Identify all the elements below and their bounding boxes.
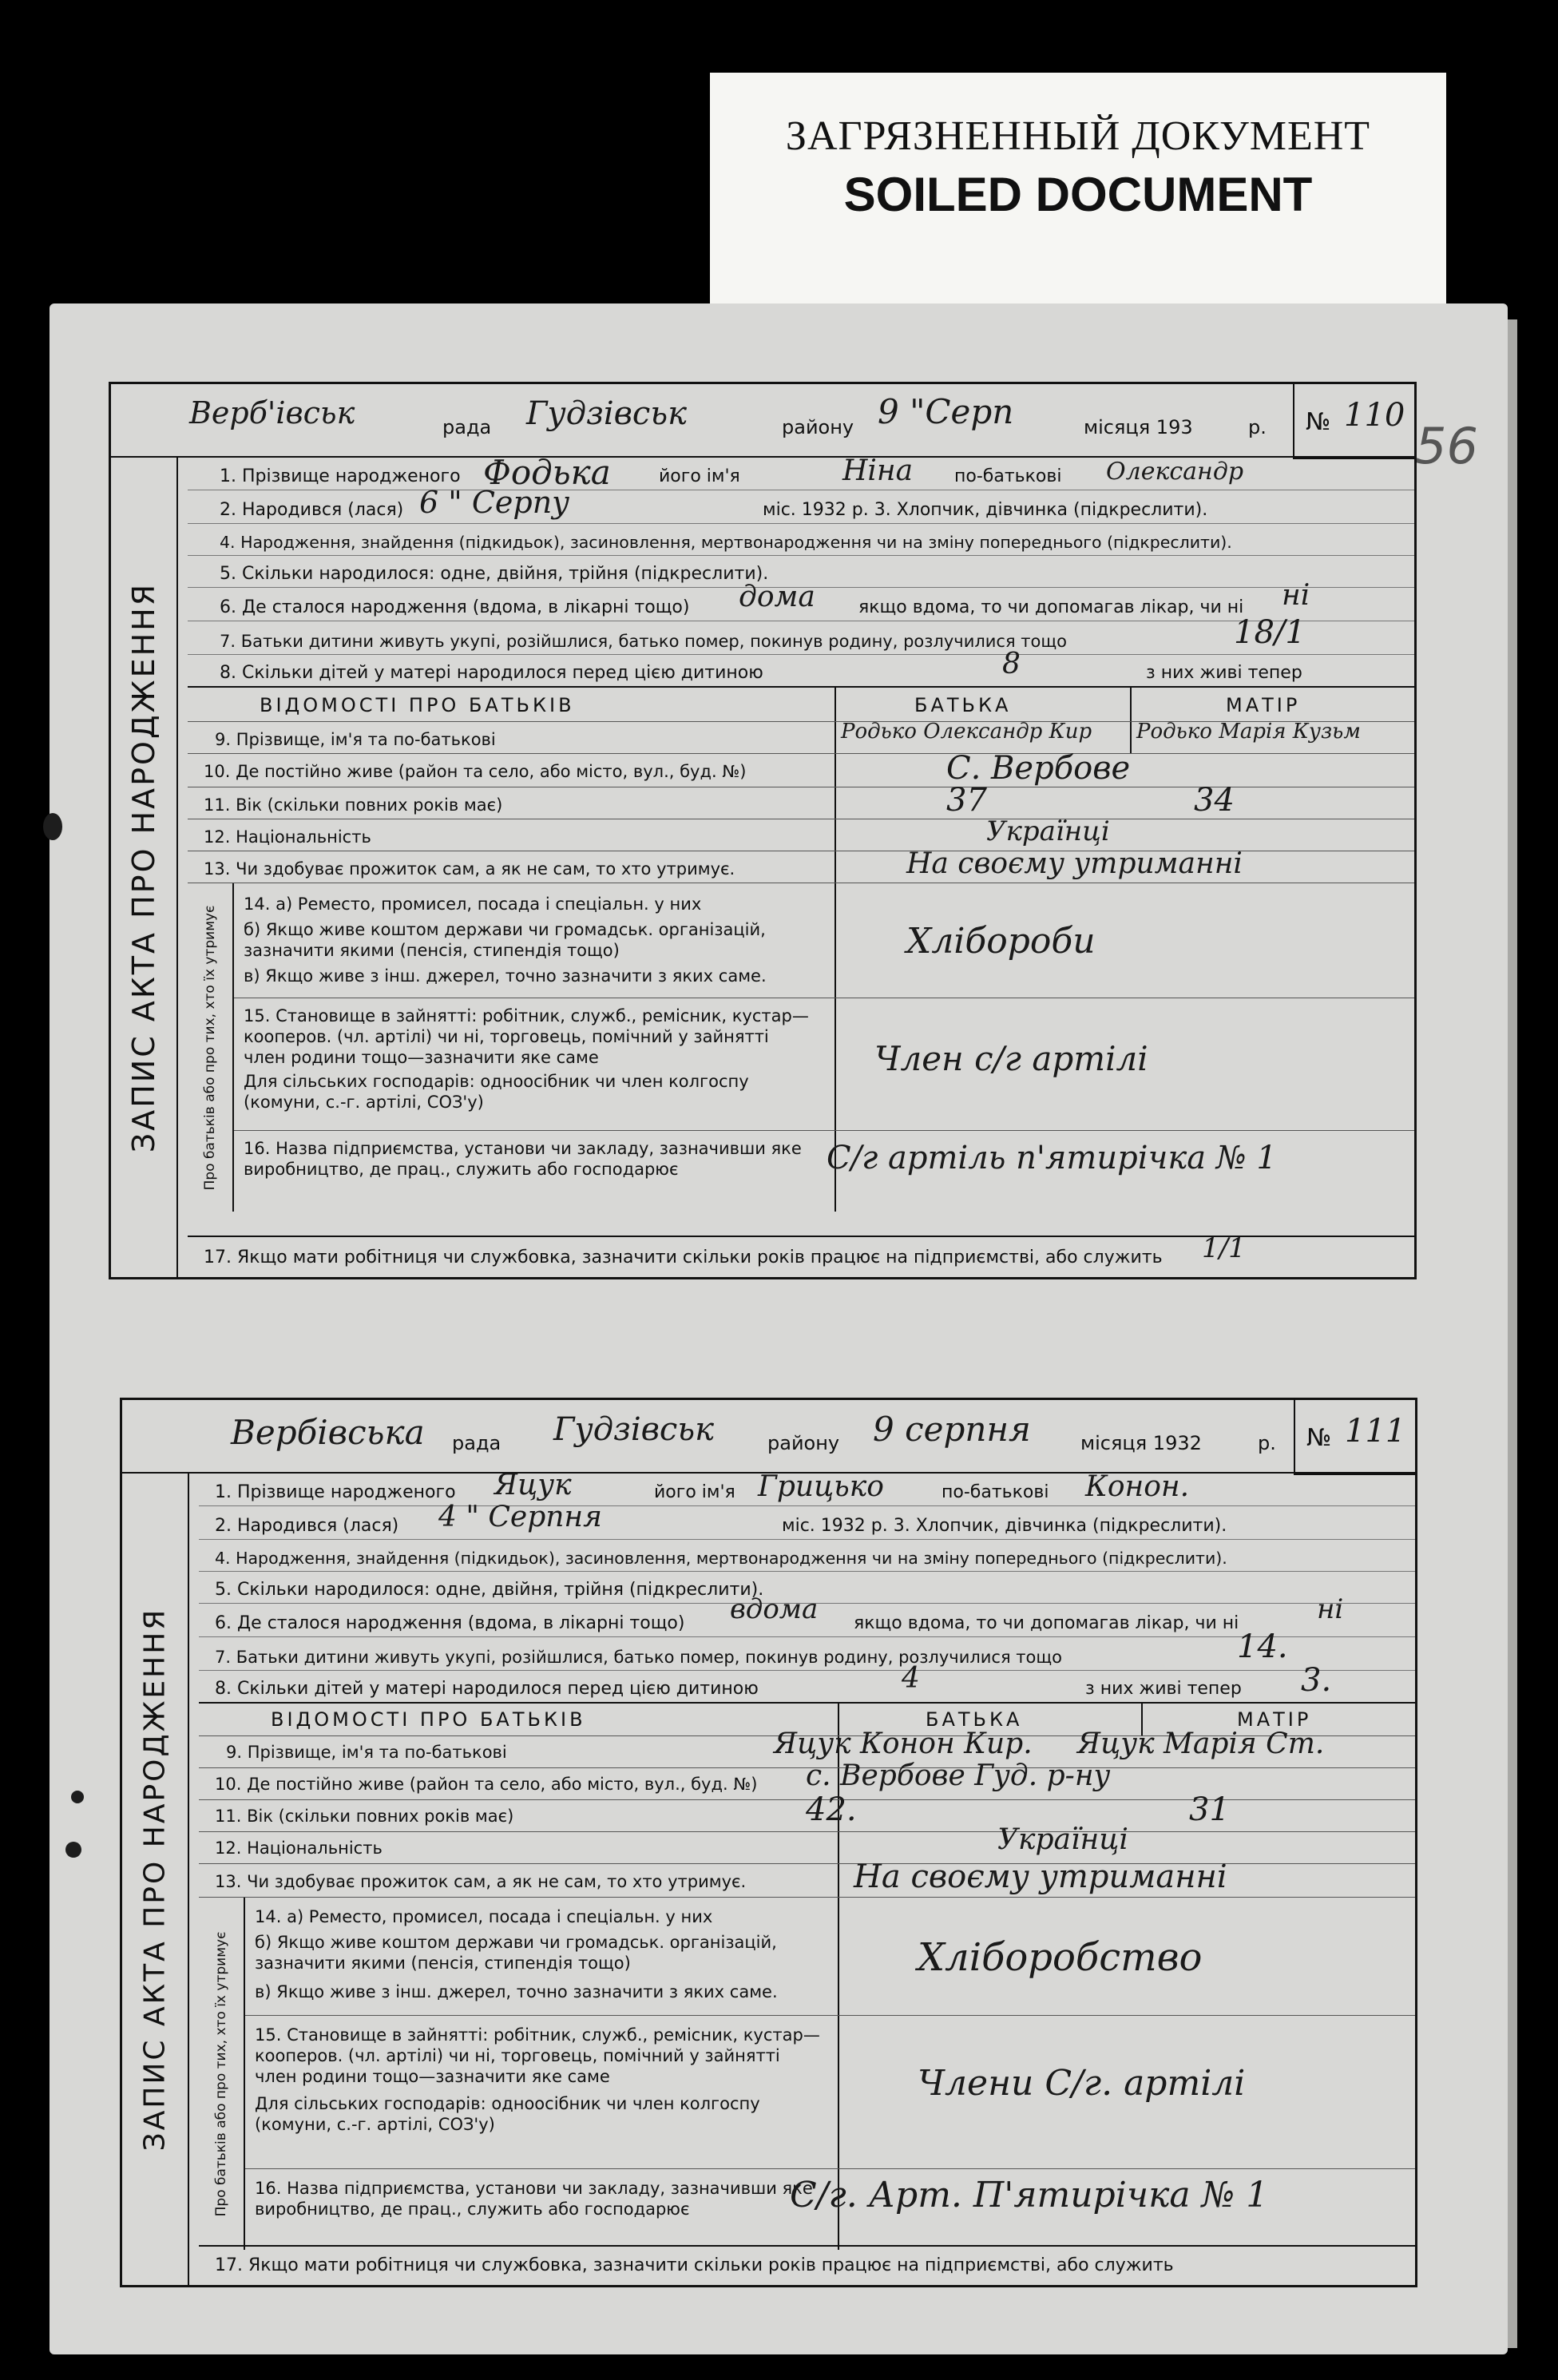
record-number: 111 — [1345, 1413, 1406, 1450]
heading-father: БАТЬКА — [926, 1708, 1023, 1731]
record-number: 110 — [1344, 397, 1405, 434]
father-name: Яцук Конон Кир. — [774, 1727, 1033, 1760]
father-name: Родько Олександр Кир — [841, 720, 1092, 744]
item-14b: б) Якщо живе коштом держави чи громадськ. організацій, зазначити якими (пенсія, стипендія тощо) — [255, 1933, 777, 1973]
line-label: з них живі тепер — [1146, 663, 1302, 683]
side-title: ЗАПИС АКТА ПРО НАРОДЖЕННЯ — [138, 1607, 172, 2152]
line-label: 1. Прізвище народженого — [215, 1482, 456, 1502]
line-label: по-батькові — [942, 1482, 1049, 1502]
item-16: 16. Назва підприємства, установи чи закладу, зазначивши яке виробництво, де прац., служить або господарює — [255, 2179, 813, 2219]
line-label: 2. Народився (лася) — [220, 500, 404, 520]
rayon-name: Гудзівськ — [526, 395, 687, 432]
parents-table — [199, 1704, 1415, 2250]
line-surname — [199, 1469, 1415, 1506]
parents-table — [188, 688, 1414, 1212]
line-label: 5. Скільки народилося: одне, двійня, трійня (підкреслити). — [215, 1580, 764, 1600]
rada-label: рада — [442, 416, 492, 438]
item-15: 15. Становище в зайнятті: робітник, служб., ремісник, кустар—кооперов. (чл. артілі) чи ні, торговець, помічний у зайнятті член родини тощо—зазначити яке саме — [244, 1006, 809, 1067]
line-label: його ім'я — [654, 1482, 735, 1502]
rayon-label: району — [782, 416, 854, 438]
page-number: 56 — [1415, 417, 1478, 475]
line-label: 1. Прізвище народженого — [220, 466, 461, 486]
birth-date: 4 " Серпня — [438, 1501, 602, 1533]
birth-place: вдома — [730, 1593, 819, 1625]
column-divider — [1130, 688, 1132, 753]
year-suffix: р. — [1258, 1432, 1276, 1454]
row-label: 12. Національність — [215, 1839, 383, 1858]
nationality: Українці — [997, 1823, 1128, 1856]
line-label: 4. Народження, знайдення (підкидьок), засиновлення, мертвонародження чи на зміну попереднього (підкреслити). — [220, 533, 1232, 552]
number-sign: № — [1306, 1424, 1332, 1452]
year-suffix: р. — [1248, 416, 1267, 438]
item-15: 15. Становище в зайнятті: робітник, служб., ремісник, кустар—кооперов. (чл. артілі) чи ні, торговець, помічний у зайнятті член родини тощо—зазначити яке саме — [255, 2025, 820, 2086]
row-divider — [232, 1130, 1414, 1131]
line-label: 7. Батьки дитини живуть укупі, розійшлися, батько помер, покинув родину, розлучилися тощо — [215, 1648, 1062, 1667]
row-divider — [199, 1831, 1415, 1832]
occupation: Хлібороби — [906, 921, 1096, 962]
line-label: якщо вдома, то чи допомагав лікар, чи ні — [858, 597, 1244, 617]
item-15-rural: Для сільських господарів: одноосібник чи член колгоспу (комуни, с.-г. артілі, СОЗ'у) — [244, 1072, 749, 1112]
label-english: SOILED DOCUMENT — [843, 168, 1313, 221]
line-label: міс. 1932 р. 3. Хлопчик, дівчинка (підкреслити). — [782, 1516, 1227, 1536]
item-14a: 14. а) Реместо, промисел, посада і спеціальн. у них — [255, 1907, 713, 1926]
birth-place: дома — [739, 581, 815, 613]
rayon-label: району — [767, 1432, 840, 1454]
line-children — [199, 1662, 1415, 1704]
row-label: 10. Де постійно живе (район та село, або місто, вул., буд. №) — [204, 762, 747, 781]
line-label: по-батькові — [954, 466, 1062, 486]
children-before: 4 — [902, 1662, 920, 1695]
heading-parents-info: ВІДОМОСТІ ПРО БАТЬКІВ — [271, 1708, 586, 1731]
child-patronymic: Конон. — [1085, 1470, 1190, 1503]
support: На своєму утриманні — [906, 847, 1243, 880]
father-age: 42. — [806, 1791, 857, 1828]
workplace: С/г. Арт. П'ятирічка № 1 — [790, 2175, 1269, 2215]
side-title: ЗАПИС АКТА ПРО НАРОДЖЕННЯ — [126, 581, 161, 1153]
mother-age: 34 — [1194, 782, 1235, 819]
doctor-help: ні — [1317, 1593, 1344, 1625]
line-birth-type — [199, 1539, 1415, 1572]
item-14c: в) Якщо живе з інш. джерел, точно зазначити з яких саме. — [255, 1982, 778, 2001]
ink-stain — [43, 813, 62, 840]
number-sign: № — [1306, 408, 1331, 436]
occupation: Хліборобство — [918, 1935, 1203, 1980]
birth-date: 6 " Серпу — [419, 485, 570, 520]
item-14b: б) Якщо живе коштом держави чи громадськ. організацій, зазначити якими (пенсія, стипендія тощо) — [244, 920, 766, 960]
heading-father: БАТЬКА — [914, 694, 1012, 716]
ink-stain — [65, 1842, 81, 1858]
children-before: 8 — [1002, 648, 1021, 680]
parents-side-title: Про батьків або про тих, хто їх утримує — [213, 1931, 229, 2216]
line-label: 4. Народження, знайдення (підкидьок), засиновлення, мертвонародження чи на зміну попереднього (підкреслити). — [215, 1549, 1227, 1568]
soiled-document-label — [710, 73, 1446, 317]
line-label: якщо вдома, то чи допомагав лікар, чи ні — [854, 1613, 1239, 1633]
side-title-column — [122, 1474, 189, 2285]
child-surname: Яцук — [494, 1469, 572, 1501]
line-label: 6. Де сталося народження (вдома, в лікарні тощо) — [220, 597, 690, 617]
father-age: 37 — [946, 782, 987, 819]
nationality: Українці — [986, 815, 1110, 847]
row-label: 9. Прізвище, ім'я та по-батькові — [226, 1743, 507, 1762]
item-15-rural: Для сільських господарів: одноосібник чи член колгоспу (комуни, с.-г. артілі, СОЗ'у) — [255, 2094, 760, 2134]
row-label: 9. Прізвище, ім'я та по-батькові — [215, 730, 496, 749]
heading-parents-info: ВІДОМОСТІ ПРО БАТЬКІВ — [260, 694, 575, 716]
workplace: С/г артіль п'ятирічка № 1 — [827, 1140, 1277, 1176]
line-surname — [188, 453, 1414, 492]
registration-date: 9 серпня — [873, 1410, 1031, 1449]
row-label: 11. Вік (скільки повних років має) — [204, 795, 503, 815]
item-16: 16. Назва підприємства, установи чи закладу, зазначивши яке виробництво, де прац., служить або господарює — [244, 1139, 802, 1179]
parents-side-column — [199, 1898, 245, 2250]
child-surname: Фодька — [483, 453, 611, 492]
label-russian: ЗАГРЯЗНЕННЫЙ ДОКУМЕНТ — [785, 113, 1371, 159]
parents-side-title: Про батьків або про тих, хто їх утримує — [202, 905, 218, 1190]
line-mother-work — [188, 1232, 1414, 1277]
heading-mother: МАТІР — [1226, 694, 1301, 716]
line-label: 17. Якщо мати робітниця чи службовка, зазначити скільки років працює на підприємстві, або служить — [215, 2255, 1174, 2275]
child-name: Ніна — [842, 454, 914, 487]
ink-stain — [71, 1791, 84, 1803]
row-divider — [199, 1897, 1415, 1898]
line-parents-status — [188, 614, 1414, 655]
record-number-box — [1294, 1400, 1415, 1475]
line-birth-type — [188, 523, 1414, 556]
mother-work-years: 1/1 — [1202, 1232, 1246, 1264]
row-divider — [188, 753, 1414, 754]
row-divider — [199, 1863, 1415, 1864]
month-label: місяця 1932 — [1080, 1432, 1202, 1454]
rayon-name: Гудзівськ — [553, 1411, 714, 1448]
line-place — [199, 1593, 1415, 1637]
line-label: 2. Народився (лася) — [215, 1516, 399, 1536]
line-children — [188, 648, 1414, 688]
row-label: 12. Національність — [204, 827, 371, 847]
row-divider — [244, 2168, 1415, 2169]
registration-date: 9 "Серп — [878, 392, 1014, 431]
item-14a: 14. а) Реместо, промисел, посада і спеціальн. у них — [244, 894, 702, 914]
line-mother-work — [199, 2245, 1415, 2285]
support: На своєму утриманні — [854, 1858, 1227, 1895]
column-divider — [835, 688, 836, 1212]
line-parents-status — [199, 1628, 1415, 1671]
line-label: 8. Скільки дітей у матері народилося перед цією дитиною — [220, 663, 763, 683]
side-title-column — [111, 458, 178, 1277]
children-alive: 3. — [1301, 1662, 1332, 1699]
row-divider — [244, 2015, 1415, 2016]
doctor-help: ні — [1282, 579, 1310, 612]
line-label: 17. Якщо мати робітниця чи службовка, зазначити скільки років працює на підприємстві, або служить — [204, 1248, 1163, 1267]
line-label: 8. Скільки дітей у матері народилося перед цією дитиною — [215, 1679, 759, 1699]
line-label: з них живі тепер — [1085, 1679, 1242, 1699]
line-place — [188, 579, 1414, 621]
mother-age: 31 — [1189, 1791, 1230, 1828]
residence: С. Вербове — [946, 750, 1131, 787]
line-label: міс. 1932 р. 3. Хлопчик, дівчинка (підкреслити). — [763, 500, 1208, 520]
row-label: 10. Де постійно живе (район та село, або місто, вул., буд. №) — [215, 1775, 758, 1794]
line-label: 7. Батьки дитини живуть укупі, розійшлися, батько помер, покинув родину, розлучилися тощо — [220, 632, 1067, 651]
row-label: 13. Чи здобуває прожиток сам, а як не сам, то хто утримує. — [215, 1872, 747, 1891]
mother-name: Родько Марія Кузьм — [1136, 720, 1361, 744]
birth-record-111 — [120, 1398, 1417, 2287]
line-label: 6. Де сталося народження (вдома, в лікарні тощо) — [215, 1613, 685, 1633]
parents-status: 18/1 — [1234, 614, 1306, 651]
rada-name: Верб'івськ — [189, 395, 355, 430]
rada-label: рада — [452, 1432, 501, 1454]
row-label: 11. Вік (скільки повних років має) — [215, 1807, 514, 1826]
employment-status: Член с/г артілі — [874, 1039, 1148, 1078]
item-14c: в) Якщо живе з інш. джерел, точно зазначити з яких саме. — [244, 966, 767, 986]
row-label: 13. Чи здобуває прожиток сам, а як не сам, то хто утримує. — [204, 859, 735, 879]
record-number-box — [1293, 384, 1414, 459]
employment-status: Члени С/г. артілі — [918, 2063, 1246, 2104]
line-label: його ім'я — [659, 466, 740, 486]
rada-name: Вербівська — [231, 1413, 425, 1452]
birth-record-110 — [109, 382, 1417, 1279]
line-born — [199, 1501, 1415, 1540]
mother-name: Яцук Марія Ст. — [1077, 1727, 1325, 1760]
child-patronymic: Олександр — [1106, 458, 1244, 486]
parents-status: 14. — [1237, 1628, 1288, 1665]
parents-side-column — [188, 883, 234, 1212]
child-name: Грицько — [758, 1470, 884, 1503]
residence: с. Вербове Гуд. р-ну — [806, 1759, 1111, 1792]
heading-mother: МАТІР — [1237, 1708, 1312, 1731]
month-label: місяця 193 — [1084, 416, 1193, 438]
line-label: 5. Скільки народилося: одне, двійня, трійня (підкреслити). — [220, 564, 769, 584]
line-born — [188, 485, 1414, 524]
